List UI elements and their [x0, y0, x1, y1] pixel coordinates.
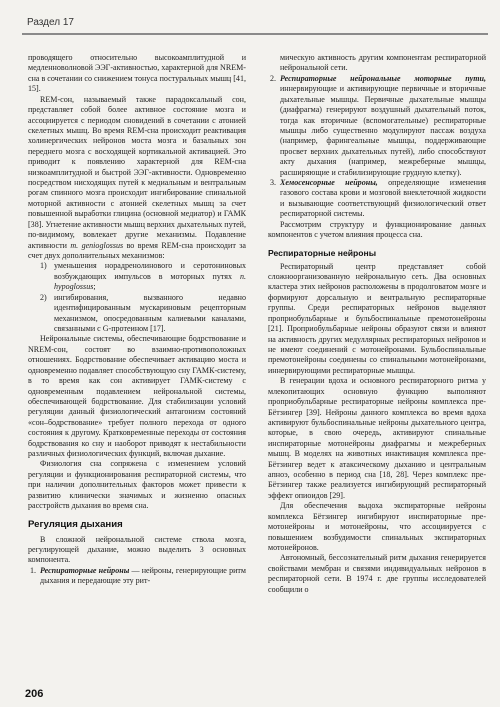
paragraph: Нейрональные системы, обеспечивающие бодрствование и NREM-сон, состоят во взаимно-противоположных отношениях. Бодрствование обеспечивает активацию моста и одновременно подавляет способствующую сну ГАМК-систему, в то время как сон активирует ГАМК-систему с одновременным подавлением нейрональной системы, обеспечивающей бодрствование. Для стабилизации условий регуляции данный физиологический антагонизм состояний «сон–бодрствование» требует полного перехода от одного состояния к другому. Кратковременные переходы от состояния бодрствования ко сну и наоборот приводят к нестабильности различных физиологических функций, включая дыхание. — [28, 334, 246, 459]
list-item: 1) уменьшения норадренолинового и серотониновых возбуждающих импульсов в моторных путях n. hypoglossus; — [40, 261, 246, 292]
paragraph: В сложной нейрональной системе ствола мозга, регулирующей дыхание, можно выделить 3 основных компонента. — [28, 534, 246, 565]
section-label: Раздел 17 — [27, 17, 74, 28]
list-item: 3. Хемосенсорные нейроны, определяющие изменения газового состава крови и мозговой внеклеточной жидкости и вызывающие соответствующий физиологический ответ респираторной системы. — [270, 178, 486, 219]
paragraph: мическую активность другим компонентам респираторной нейрональной сети. — [280, 53, 486, 73]
page-number: 206 — [25, 688, 44, 700]
list-item: 2. Респираторные нейрональные моторные пути, иннервирующие и активирующие первичные и вторичные дыхательные мышцы. Первичные дыхательные мышцы (диафрагма) генерируют воздушный дыхательный поток, тогда как вторичные (вспомогательные) респираторные мышцы либо существенно модулируют пассаж воздуха (например, фарингеальные мышцы, поддерживающие просвет верхних дыхательных путей), либо способствуют акту дыхания (например, межреберные мышцы, расширяющие и стабилизирующие грудную клетку). — [270, 73, 486, 177]
component-list — [268, 74, 486, 220]
list-item: 2) ингибирования, вызванного недавно идентифицированным мускариновым рецепторным механизмом, опосредованным калиевыми каналами, связанными с G-протеином [17]. — [40, 292, 246, 333]
paragraph: Респираторный центр представляет собой сложноорганизованную нейрональную сеть. Два основных кластера этих нейронов расположены в продолговатом мозге и формируют дорсальную и вентральную респираторные группы. Среди респираторных нейронов выделяют проприобульбарные и бульбоспинальные премотонейроны [21]. Проприобульбарные нейроны образуют связи и влияют на активность других медуллярных респираторных нейронов и не имеют соединений с мотонейронами. Бульбоспинальные премотонейроны соединены со спинальными мотонейронами, иннервирующими респираторные мышцы. — [268, 261, 486, 375]
subsection-title: Респираторные нейроны — [268, 247, 377, 258]
component-list — [28, 566, 246, 587]
right-column — [268, 53, 486, 595]
paragraph: Автономный, бессознательный ритм дыхания генерируется свойствами мембран и связями индивидуальных нейронов в респираторной сети. В 1974 г. две группы исследователей сообщили о — [268, 553, 486, 594]
section-title: Регуляция дыхания — [28, 518, 123, 530]
paragraph: В генерации вдоха и основного респираторного ритма у млекопитающих основную функцию выполняют проприобульбарные респираторные нейроны комплекса пре-Бётзингер [39]. Нейроны данного комплекса во время вдоха активируют бульбоспинальные нейроны дыхательного центра, которые, в свою очередь, активируют спинальные инспираторные мотонейроны диафрагмы и межреберных мышц. В моделях на животных инактивация комплекса пре-Бётзингер ведет к атаксическому дыханию и центральным апноэ, особенно в период сна [18, 28]. Через комплекс пре-Бётзингер также реализуется ингибирующий респираторный эффект опиоидов [29]. — [268, 376, 486, 500]
mechanism-list — [28, 261, 246, 334]
paragraph: REM-сон, называемый также парадоксальный сон, представляет собой более активное состояние мозга и ассоциируется с периодом сновидений в сочетании с атонией скелетных мышц. Во время REM-сна происходит реактивация холинергических нейронов моста мозга и базальных зон переднего мозга с восходящей кортикальной активацией. Это приводит к появлению характерной для REM-сна низкоамплитудной и быстрой ЭЭГ-активности. Одновременно посредством нисходящих путей к медиальным и вентральным рогам спинного мозга происходит ингибирование спинальной моторной активности с атонией скелетных мышц за счет повышенной выработки глицина (основной медиатор) и ГАМК [38]. Угнетение активности мышц верхних дыхательных путей, по-видимому, вовлекает другие механизмы. Подавление активности m. genioglossus во время REM-сна происходит за счет двух дополнительных механизмов: — [28, 94, 246, 261]
paragraph: Физиология сна сопряжена с изменением условий регуляции и функционирования респираторной системы, что при наличии дополнительных факторов может привести к развитию клинически значимых и жизненно опасных расстройств дыхания во время сна. — [28, 459, 246, 511]
running-header — [0, 0, 500, 54]
header-rule — [22, 33, 488, 35]
left-column — [28, 53, 246, 587]
paragraph: Для обеспечения выдоха экспираторные нейроны комплекса Бётзингер ингибируют инспираторные пре-мотонейроны и мотонейроны, что ассоциируется с повышением возбудимости спинальных экспираторных мотонейронов. — [268, 501, 486, 552]
paragraph: проводящего относительно высокоамплитудной и медленноволновой ЭЭГ-активностью, характерной для NREM-сна в сочетании со снижением тонуса постуральных мышц [41, 15]. — [28, 53, 246, 94]
list-item: 1. Респираторные нейроны — нейроны, генерирующие ритм дыхания и передающие эту рит- — [30, 565, 247, 586]
paragraph: Рассмотрим структуру и функционирование данных компонентов с учетом влияния процесса сна. — [268, 219, 486, 240]
